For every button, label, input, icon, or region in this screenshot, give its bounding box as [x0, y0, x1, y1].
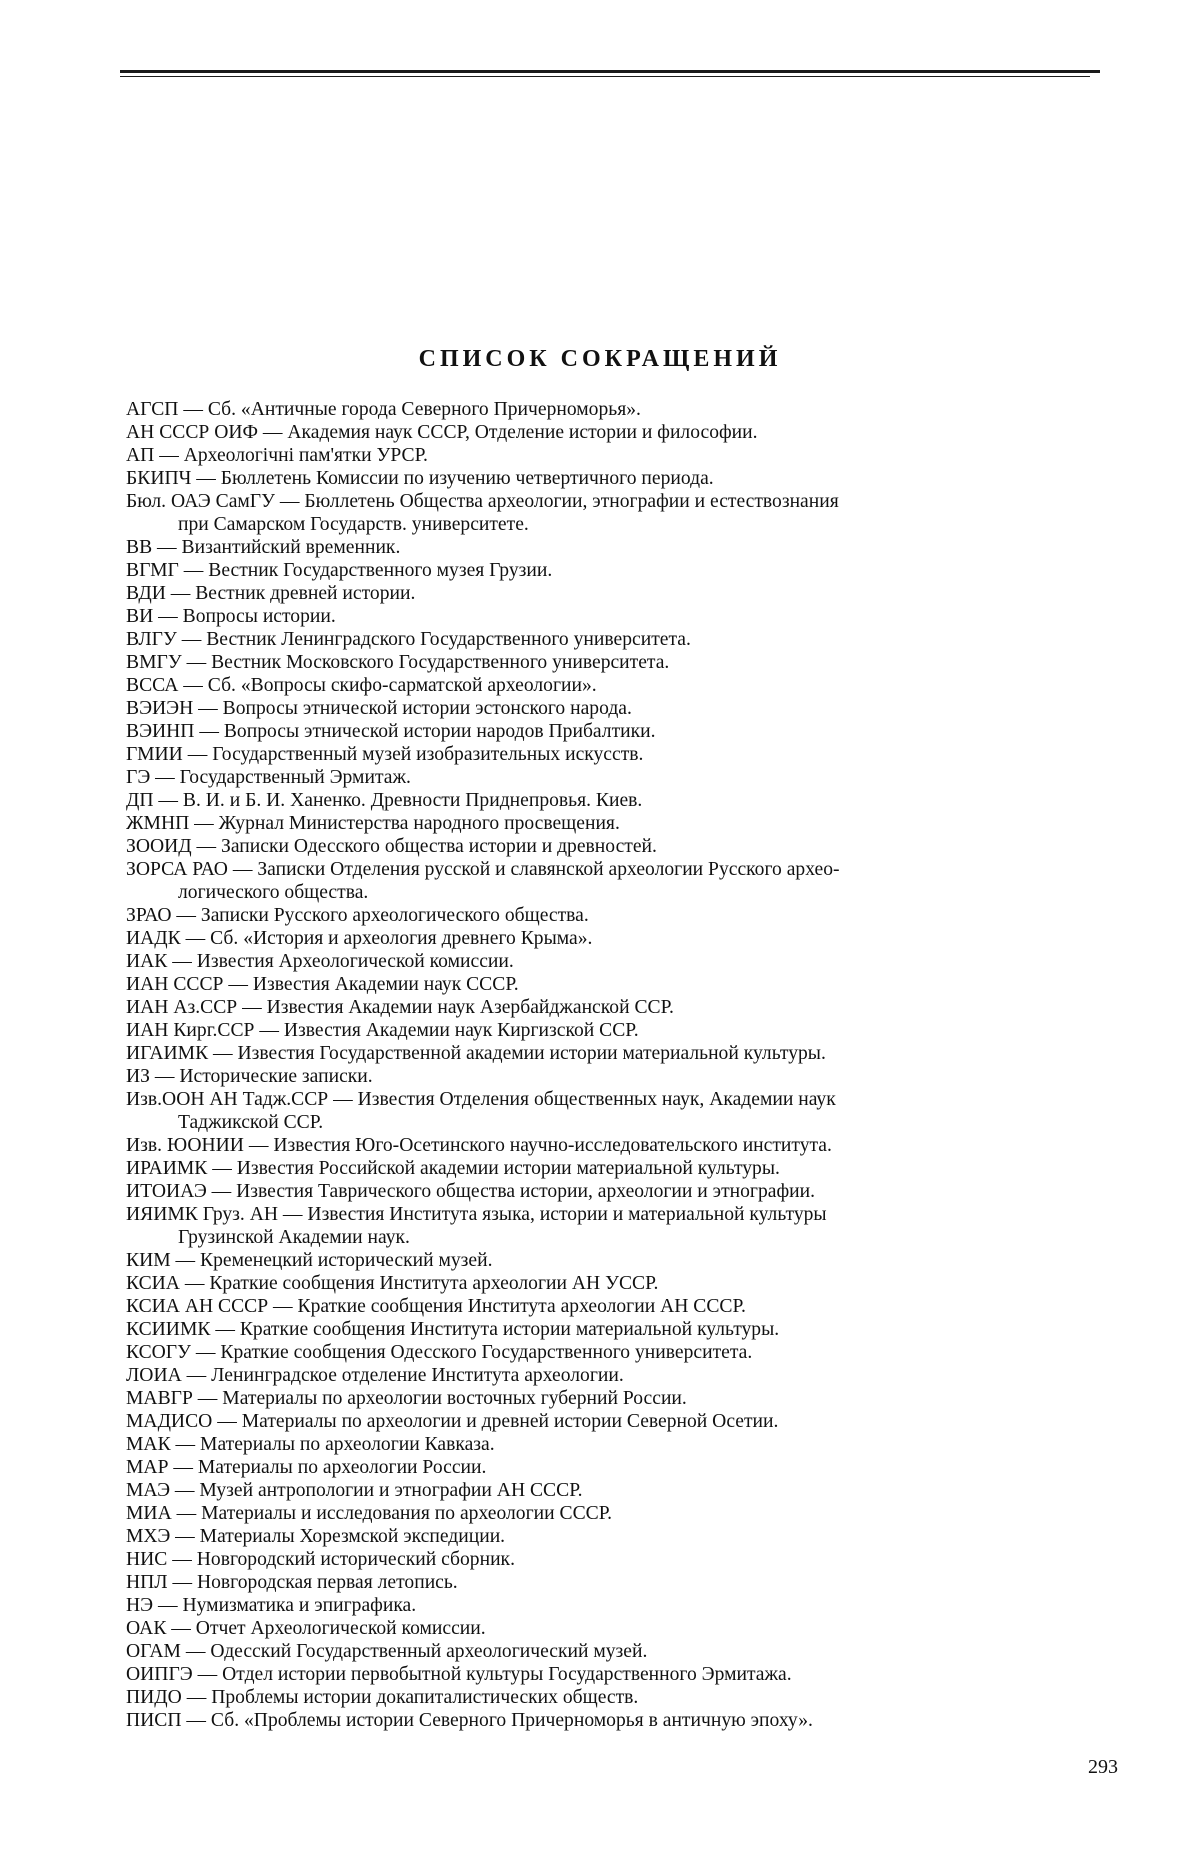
abbreviation-entry [126, 1640, 1116, 1663]
abbreviation-definition: Материалы по археологии России. [197, 1457, 487, 1478]
abbreviation-entry [126, 1203, 1116, 1249]
abbreviation-entry [126, 973, 1116, 996]
abbreviation-term: Бюл. ОАЭ СамГУ [126, 491, 276, 512]
abbreviation-dash: — [328, 1089, 358, 1110]
abbreviation-dash: — [176, 629, 207, 650]
abbreviation-dash: — [149, 1066, 180, 1087]
abbreviation-entry [126, 1019, 1116, 1042]
abbreviation-dash: — [167, 951, 197, 972]
abbreviation-entry [126, 1686, 1116, 1709]
abbreviation-entry [126, 835, 1116, 858]
abbreviation-entry [126, 1410, 1116, 1433]
abbreviation-term: МИА [126, 1503, 172, 1524]
abbreviation-dash: — [191, 468, 221, 489]
abbreviation-dash: — [178, 560, 209, 581]
abbreviation-definition: Известия Института языка, истории и материальной культуры [307, 1204, 827, 1225]
abbreviation-definition: Сб. «История и археология древнего Крыма». [210, 928, 593, 949]
abbreviation-term: АН СССР ОИФ [126, 422, 258, 443]
abbreviation-term: ИЗ [126, 1066, 150, 1087]
abbreviation-entry [126, 1157, 1116, 1180]
abbreviation-definition: Известия Академии наук СССР. [252, 974, 519, 995]
abbreviation-term: КСИА [126, 1273, 180, 1294]
abbreviation-dash: — [154, 445, 184, 466]
abbreviation-entry [126, 582, 1116, 605]
abbreviation-definition: Известия Таврического общества истории, археологии и этнографии. [236, 1181, 816, 1202]
abbreviation-term: ВМГУ [126, 652, 182, 673]
abbreviation-definition: Археологічні пам'ятки УРСР. [183, 445, 428, 466]
abbreviation-entry [126, 1180, 1116, 1203]
abbreviation-entry [126, 720, 1116, 743]
abbreviation-dash: — [227, 859, 258, 880]
abbreviation-entry [126, 1341, 1116, 1364]
abbreviation-term: ПИСП [126, 1710, 182, 1731]
abbreviation-definition: Записки Одесского общества истории и древностей. [221, 836, 657, 857]
abbreviation-definition: Нумизматика и эпиграфика. [182, 1595, 417, 1616]
abbreviation-dash: — [212, 1411, 242, 1432]
abbreviation-definition: Вестник Ленинградского Государственного университета. [206, 629, 691, 650]
abbreviation-dash: — [170, 1434, 201, 1455]
abbreviation-definition: Записки Отделения русской и славянской археологии Русского архео- [257, 859, 840, 880]
abbreviation-dash: — [254, 1020, 284, 1041]
abbreviation-entry [126, 1456, 1116, 1479]
abbreviation-definition-continuation: Таджикской ССР. [178, 1112, 324, 1133]
abbreviation-entry [126, 674, 1116, 697]
abbreviation-entry [126, 812, 1116, 835]
abbreviation-dash: — [165, 583, 196, 604]
abbreviation-definition: Вестник древней истории. [195, 583, 416, 604]
abbreviation-definition: Вестник Московского Государственного университета. [211, 652, 670, 673]
abbreviation-dash: — [237, 997, 267, 1018]
abbreviation-definition-continuation: при Самарском Государств. университете. [178, 514, 529, 535]
abbreviation-definition: Сб. «Проблемы истории Северного Причерноморья в античную эпоху». [210, 1710, 813, 1731]
abbreviation-dash: — [181, 1365, 212, 1386]
abbreviation-definition: Известия Академии наук Азербайджанской ССР. [266, 997, 674, 1018]
abbreviation-entry [126, 628, 1116, 651]
abbreviation-definition: Материалы Хорезмской экспедиции. [199, 1526, 506, 1547]
top-rule [120, 70, 1100, 73]
abbreviation-entry [126, 467, 1116, 490]
abbreviation-term: ОГАМ [126, 1641, 181, 1662]
abbreviation-dash: — [168, 1457, 198, 1478]
abbreviation-definition: Отдел истории первобытной культуры Государственного Эрмитажа. [222, 1664, 792, 1685]
page-number: 293 [1088, 1756, 1118, 1778]
abbreviation-term: ИРАИМК [126, 1158, 208, 1179]
abbreviation-definition: Краткие сообщения Одесского Государственного университета. [220, 1342, 753, 1363]
abbreviation-dash: — [268, 1296, 298, 1317]
abbreviation-term: ВССА [126, 675, 179, 696]
abbreviation-dash: — [243, 1135, 274, 1156]
abbreviation-dash: — [179, 1273, 210, 1294]
abbreviation-definition: Исторические записки. [179, 1066, 373, 1087]
abbreviation-definition: Проблемы истории докапиталистических обществ. [211, 1687, 639, 1708]
abbreviation-dash: — [153, 606, 183, 627]
abbreviation-term: НИС [126, 1549, 168, 1570]
abbreviation-definition: Вопросы истории. [182, 606, 336, 627]
abbreviation-entry [126, 1663, 1116, 1686]
abbreviation-definition: Одесский Государственный археологический музей. [210, 1641, 648, 1662]
abbreviation-definition: Отчет Археологической комиссии. [195, 1618, 486, 1639]
abbreviation-entry [126, 605, 1116, 628]
abbreviation-term: ГМИИ [126, 744, 183, 765]
abbreviation-term: ЗРАО [126, 905, 172, 926]
abbreviation-dash: — [180, 1641, 211, 1662]
abbreviation-dash: — [178, 675, 208, 696]
abbreviation-dash: — [210, 1319, 240, 1340]
abbreviation-dash: — [189, 813, 219, 834]
abbreviation-definition: Материалы и исследования по археологии СССР. [201, 1503, 613, 1524]
abbreviation-term: ЛОИА [126, 1365, 182, 1386]
abbreviation-term: МХЭ [126, 1526, 171, 1547]
abbreviation-term: КСИИМК [126, 1319, 211, 1340]
abbreviation-dash: — [181, 652, 212, 673]
abbreviation-term: Изв.ООН АН Тадж.ССР [126, 1089, 329, 1110]
abbreviation-definition: Известия Юго-Осетинского научно-исследовательского института. [273, 1135, 832, 1156]
abbreviation-dash: — [192, 1664, 223, 1685]
abbreviation-list [126, 398, 1116, 1732]
abbreviation-definition: Вопросы этнической истории народов Прибалтики. [223, 721, 656, 742]
abbreviation-entry [126, 1502, 1116, 1525]
abbreviation-term: ВВ [126, 537, 153, 558]
abbreviation-entry [126, 1387, 1116, 1410]
abbreviation-entry [126, 766, 1116, 789]
abbreviation-entry [126, 1709, 1116, 1732]
abbreviation-definition: Бюллетень Комиссии по изучению четвертичного периода. [220, 468, 714, 489]
abbreviation-term: ИАН Аз.ССР [126, 997, 238, 1018]
abbreviation-entry [126, 1617, 1116, 1640]
abbreviation-dash: — [153, 790, 183, 811]
abbreviation-entry [126, 1548, 1116, 1571]
abbreviation-dash: — [170, 1526, 200, 1547]
page-title: СПИСОК СОКРАЩЕНИЙ [418, 346, 782, 372]
abbreviation-definition: Записки Русского археологического общества. [200, 905, 589, 926]
abbreviation-entry [126, 789, 1116, 812]
abbreviation-definition: Краткие сообщения Института истории материальной культуры. [239, 1319, 780, 1340]
abbreviation-dash: — [178, 399, 208, 420]
abbreviation-dash: — [150, 767, 180, 788]
abbreviation-term: АП [126, 445, 155, 466]
abbreviation-dash: — [153, 1595, 183, 1616]
abbreviation-entry [126, 1318, 1116, 1341]
abbreviation-term: НЭ [126, 1595, 154, 1616]
abbreviation-definition: В. И. и Б. И. Ханенко. Древности Приднепровья. Киев. [182, 790, 643, 811]
abbreviation-dash: — [191, 836, 222, 857]
abbreviation-dash: — [171, 1503, 202, 1524]
abbreviation-term: ВДИ [126, 583, 166, 604]
abbreviation-definition: Краткие сообщения Института археологии АН СССР. [297, 1296, 746, 1317]
abbreviation-definition: Государственный музей изобразительных искусств. [212, 744, 644, 765]
abbreviation-term: КИМ [126, 1250, 171, 1271]
abbreviation-definition: Краткие сообщения Института археологии АН УССР. [209, 1273, 659, 1294]
abbreviation-term: ВГМГ [126, 560, 179, 581]
abbreviation-definition: Византийский временник. [181, 537, 401, 558]
abbreviation-entry [126, 1479, 1116, 1502]
abbreviation-term: ВИ [126, 606, 154, 627]
abbreviation-definition: Академия наук СССР, Отделение истории и философии. [287, 422, 758, 443]
abbreviation-dash: — [182, 744, 213, 765]
abbreviation-definition: Известия Государственной академии истории материальной культуры. [237, 1043, 826, 1064]
abbreviation-entry [126, 743, 1116, 766]
abbreviation-term: КСИА АН СССР [126, 1296, 269, 1317]
abbreviation-term: ЗОРСА РАО [126, 859, 228, 880]
abbreviation-term: ВЭИНП [126, 721, 195, 742]
abbreviation-definition: Журнал Министерства народного просвещения. [218, 813, 620, 834]
abbreviation-dash: — [192, 1388, 223, 1409]
abbreviation-term: ВЭИЭН [126, 698, 194, 719]
abbreviation-term: ИГАИМК [126, 1043, 209, 1064]
abbreviation-dash: — [257, 422, 288, 443]
abbreviation-definition: Материалы по археологии и древней истории Северной Осетии. [241, 1411, 779, 1432]
abbreviation-definition-continuation: логического общества. [178, 882, 369, 903]
abbreviation-definition: Сб. «Вопросы скифо-сарматской археологии». [207, 675, 597, 696]
abbreviation-dash: — [181, 1687, 212, 1708]
abbreviation-definition: Новгородская первая летопись. [196, 1572, 458, 1593]
abbreviation-entry [126, 1134, 1116, 1157]
abbreviation-dash: — [170, 1480, 200, 1501]
abbreviation-definition: Известия Академии наук Киргизской ССР. [283, 1020, 639, 1041]
abbreviation-definition: Сб. «Античные города Северного Причерноморья». [207, 399, 641, 420]
abbreviation-term: НПЛ [126, 1572, 168, 1593]
abbreviation-term: ИАДК [126, 928, 181, 949]
abbreviation-entry [126, 1364, 1116, 1387]
abbreviation-definition: Государственный Эрмитаж. [179, 767, 411, 788]
abbreviation-term: ПИДО [126, 1687, 182, 1708]
abbreviation-dash: — [223, 974, 253, 995]
abbreviation-definition: Новгородский исторический сборник. [196, 1549, 515, 1570]
abbreviation-entry [126, 444, 1116, 467]
abbreviation-term: МАЭ [126, 1480, 171, 1501]
abbreviation-entry [126, 398, 1116, 421]
abbreviation-dash: — [193, 698, 223, 719]
abbreviation-dash: — [191, 1342, 221, 1363]
abbreviation-entry [126, 697, 1116, 720]
abbreviation-entry [126, 950, 1116, 973]
abbreviation-dash: — [152, 537, 182, 558]
top-rule-thin [120, 76, 1090, 77]
abbreviation-term: КСОГУ [126, 1342, 191, 1363]
abbreviation-entry [126, 904, 1116, 927]
abbreviation-entry [126, 421, 1116, 444]
abbreviation-term: ИТОИАЭ [126, 1181, 207, 1202]
abbreviation-entry [126, 858, 1116, 904]
abbreviation-entry [126, 1042, 1116, 1065]
abbreviation-term: МАВГР [126, 1388, 193, 1409]
abbreviation-definition: Вестник Государственного музея Грузии. [208, 560, 553, 581]
abbreviation-term: МАДИСО [126, 1411, 213, 1432]
abbreviation-term: ОИПГЭ [126, 1664, 193, 1685]
abbreviation-entry [126, 927, 1116, 950]
abbreviation-entry [126, 536, 1116, 559]
abbreviation-entry [126, 1088, 1116, 1134]
abbreviation-dash: — [167, 1572, 197, 1593]
abbreviation-term: ЖМНП [126, 813, 190, 834]
abbreviation-definition: Музей антропологии и этнографии АН СССР. [199, 1480, 583, 1501]
abbreviation-term: ДП [126, 790, 154, 811]
abbreviation-term: ИАК [126, 951, 168, 972]
abbreviation-definition: Известия Отделения общественных наук, Академии наук [357, 1089, 836, 1110]
abbreviation-term: ЗООИД [126, 836, 192, 857]
abbreviation-entry [126, 1249, 1116, 1272]
abbreviation-dash: — [167, 1549, 197, 1570]
abbreviation-definition: Известия Российской академии истории материальной культуры. [236, 1158, 780, 1179]
abbreviation-dash: — [275, 491, 305, 512]
abbreviation-definition-continuation: Грузинской Академии наук. [178, 1227, 410, 1248]
abbreviation-entry [126, 1433, 1116, 1456]
abbreviation-entry [126, 1525, 1116, 1548]
abbreviation-term: АГСП [126, 399, 179, 420]
abbreviation-definition: Материалы по археологии восточных губерний России. [222, 1388, 687, 1409]
abbreviation-dash: — [171, 905, 201, 926]
abbreviation-term: Изв. ЮОНИИ [126, 1135, 244, 1156]
abbreviation-dash: — [181, 1710, 211, 1731]
abbreviation-entry [126, 490, 1116, 536]
abbreviation-definition: Известия Археологической комиссии. [196, 951, 514, 972]
abbreviation-definition: Материалы по археологии Кавказа. [200, 1434, 495, 1455]
abbreviation-definition: Вопросы этнической истории эстонского народа. [222, 698, 632, 719]
abbreviation-entry [126, 1065, 1116, 1088]
abbreviation-term: ИАН Кирг.ССР [126, 1020, 255, 1041]
abbreviation-dash: — [208, 1043, 238, 1064]
abbreviation-entry [126, 1295, 1116, 1318]
abbreviation-term: ВЛГУ [126, 629, 177, 650]
abbreviation-definition: Кременецкий исторический музей. [200, 1250, 493, 1271]
abbreviation-entry [126, 559, 1116, 582]
abbreviation-term: ОАК [126, 1618, 167, 1639]
abbreviation-dash: — [206, 1181, 237, 1202]
abbreviation-term: ИАН СССР [126, 974, 224, 995]
abbreviation-term: ИЯИМК Груз. АН [126, 1204, 279, 1225]
abbreviation-term: БКИПЧ [126, 468, 192, 489]
abbreviation-entry [126, 996, 1116, 1019]
abbreviation-dash: — [166, 1618, 196, 1639]
abbreviation-definition: Бюллетень Общества археологии, этнографии и естествознания [304, 491, 839, 512]
abbreviation-definition: Ленинградское отделение Института археологии. [211, 1365, 624, 1386]
abbreviation-entry [126, 1272, 1116, 1295]
abbreviation-term: ГЭ [126, 767, 151, 788]
abbreviation-entry [126, 1594, 1116, 1617]
abbreviation-term: МАК [126, 1434, 171, 1455]
abbreviation-dash: — [180, 928, 211, 949]
abbreviation-term: МАР [126, 1457, 169, 1478]
abbreviation-dash: — [278, 1204, 308, 1225]
abbreviation-dash: — [170, 1250, 201, 1271]
abbreviation-dash: — [207, 1158, 237, 1179]
abbreviation-dash: — [194, 721, 224, 742]
abbreviation-entry [126, 651, 1116, 674]
abbreviation-entry [126, 1571, 1116, 1594]
